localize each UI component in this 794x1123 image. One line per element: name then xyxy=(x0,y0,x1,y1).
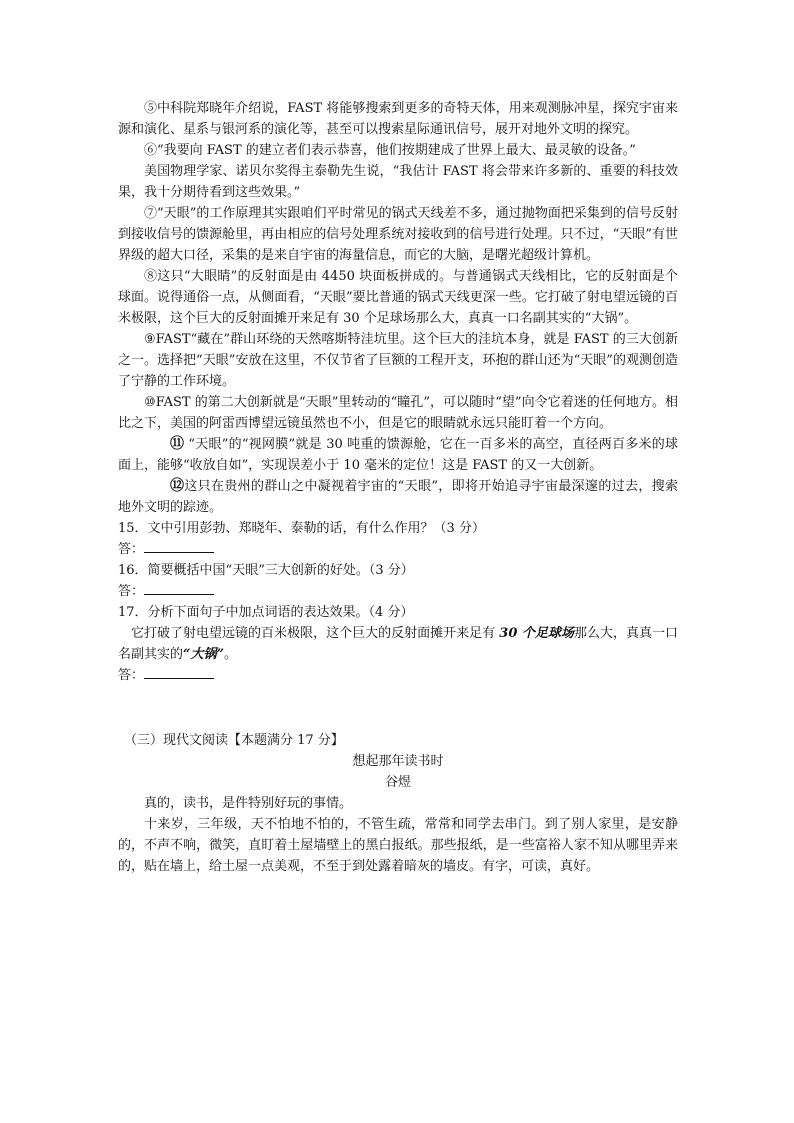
article-title: 想起那年读书时 xyxy=(352,754,444,769)
article-author: 谷煜 xyxy=(384,775,411,790)
answer-blank[interactable] xyxy=(144,540,214,553)
question-17-quote xyxy=(118,623,678,665)
emphasized-term-2: “大锅” xyxy=(183,647,224,662)
paragraph-12 xyxy=(118,476,678,518)
article-paragraph-2: 十来岁，三年级，天不怕地不怕的，不管生疏，常常和同学去串门。到了别人家里，是安静的，不声不响，微笑，直盯着土屋墙壁上的黑白报纸。那些报纸，是一些富裕人家不知从哪里弄来的，贴在墙上，给土屋一点美观，不至于到处露着暗灰的墙皮。有字，可读，真好。 xyxy=(118,817,678,874)
section-header: （三）现代文阅读【本题满分 17 分】 xyxy=(124,733,344,748)
answer-blank[interactable] xyxy=(144,666,214,679)
quote-part-a: 它打破了射电望远镜的百米极限，这个巨大的反射面摊开来足有 xyxy=(131,626,500,641)
section-gap xyxy=(118,686,678,730)
paragraph-12-text: 这只在贵州的群山之中凝视着宇宙的“天眼”，即将开始追寻宇宙最深邃的过去，搜索地外文明的踪迹。 xyxy=(118,479,678,515)
answer-label: 答： xyxy=(118,584,145,599)
quote-part-c: 。 xyxy=(223,647,237,662)
paragraph-8: ⑧这只“大眼睛”的反射面是由 4450 块面板拼成的。与普通锅式天线相比，它的反射面是个球面。说得通俗一点，从侧面看，“天眼”要比普通的锅式天线更深一些。它打破了射电望远镜的百米极限，这个巨大的反射面摊开来足有 30 个足球场那么大，真真一口名副其实的“大锅”。 xyxy=(118,269,678,326)
answer-label: 答： xyxy=(118,668,145,683)
paragraph-12-number: ⑫ xyxy=(170,478,184,494)
paragraph-11-text: “天眼”的“视网膜”就是 30 吨重的馈源舱，它在一百多米的高空，直径两百多米的球面上，能够“收放自如”，实现误差小于 10 毫米的定位！这是 FAST 的又一大创新。 xyxy=(118,437,678,473)
paragraph-7: ⑦“天眼”的工作原理其实跟咱们平时常见的锅式天线差不多，通过抛物面把采集到的信号反射到接收信号的馈源舱里，再由相应的信号处理系统对接收到的信号进行处理。只不过，“天眼”有世界级的超大口径，采集的是来自宇宙的海量信息，而它的大脑，是曙光超级计算机。 xyxy=(118,206,678,263)
paragraph-11-number: ⑪ xyxy=(170,436,184,452)
answer-blank[interactable] xyxy=(144,582,214,595)
answer-label: 答： xyxy=(118,542,145,557)
answer-16 xyxy=(118,581,678,602)
article-paragraph-1: 真的，读书，是件特别好玩的事情。 xyxy=(144,796,353,811)
question-16: 16．简要概括中国“天眼”三大创新的好处。（3 分） xyxy=(118,563,414,578)
paragraph-11 xyxy=(118,434,678,476)
paragraph-6: ⑥“我要向 FAST 的建立者们表示恭喜，他们按期建成了世界上最大、最灵敏的设备。” xyxy=(144,143,636,158)
answer-15 xyxy=(118,539,678,560)
emphasized-term-1: 30 个足球场 xyxy=(499,626,574,641)
quote-part-b: 那么大，真真一口名副其实的 xyxy=(118,626,678,662)
answer-17 xyxy=(118,665,678,686)
document-page xyxy=(118,98,678,877)
paragraph-9: ⑨FAST“藏在”群山环绕的天然喀斯特洼坑里。这个巨大的洼坑本身，就是 FAST 的三大创新之一。选择把“天眼”安放在这里，不仅节省了巨额的工程开支，环抱的群山还为“天眼”的观测创造了宁静的工作环境。 xyxy=(118,332,678,389)
question-15: 15．文中引用彭勃、郑晓年、泰勒的话，有什么作用？（3 分） xyxy=(118,521,485,536)
question-17: 17．分析下面句子中加点词语的表达效果。（4 分） xyxy=(118,605,414,620)
paragraph-6b: 美国物理学家、诺贝尔奖得主泰勒先生说，“我估计 FAST 将会带来许多新的、重要的科技效果，我十分期待看到这些效果。” xyxy=(118,164,678,200)
paragraph-5: ⑤中科院郑晓年介绍说，FAST 将能够搜索到更多的奇特天体，用来观测脉冲星，探究宇宙来源和演化、星系与银河系的演化等，甚至可以搜索星际通讯信号，展开对地外文明的探究。 xyxy=(118,101,678,137)
paragraph-10: ⑩FAST 的第二大创新就是“天眼”里转动的“瞳孔”，可以随时“望”向令它着迷的任何地方。相比之下，美国的阿雷西博望远镜虽然也不小，但是它的眼睛就永远只能盯着一个方向。 xyxy=(118,395,678,431)
